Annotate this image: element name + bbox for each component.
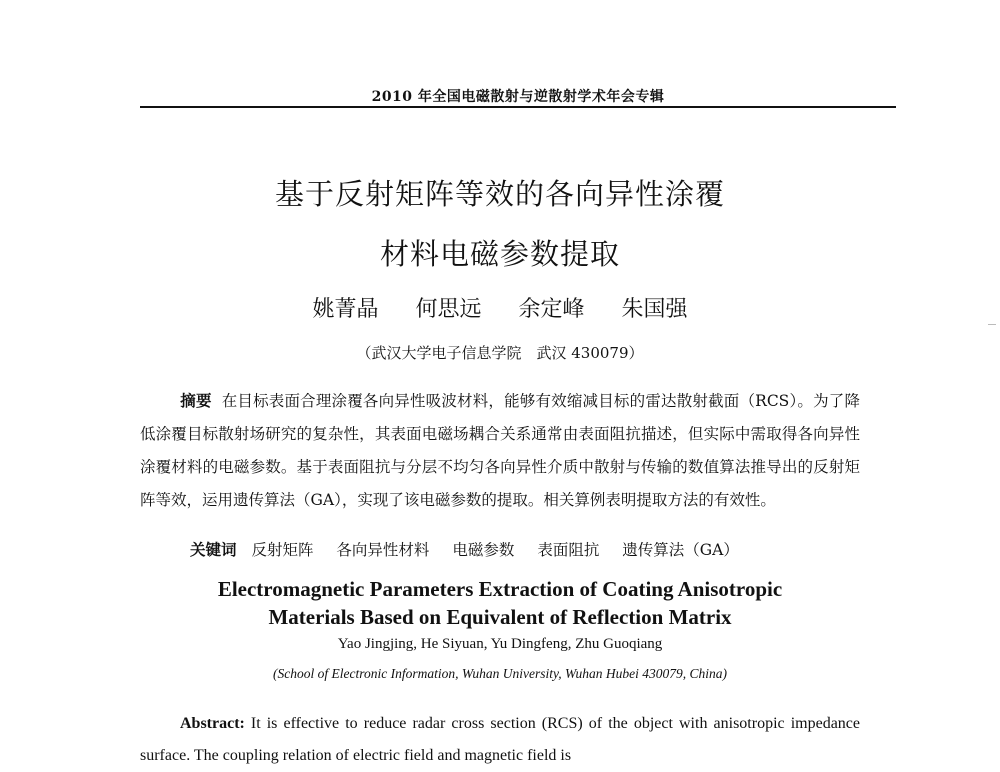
authors-en: Yao Jingjing, He Siyuan, Yu Dingfeng, Zhu Guoqiang [337,636,663,652]
abstract-zh-text: 在目标表面合理涂覆各向异性吸波材料，能够有效缩减目标的雷达散射截面（RCS）。为了降低涂覆目标散射场研究的复杂性，其表面电磁场耦合关系通常由表面阻抗描述，但实际中需取得各向异性涂覆材料的电磁参数。基于表面阻抗与分层不均匀各向异性介质中散射与传输的数值算法推导出的反射矩阵等效，运用遗传算法（GA），实现了该电磁参数的提取。相关算例表明提取方法的有效性。 [140,392,860,509]
header-rule [140,106,896,108]
keyword-zh: 各向异性材料 [336,541,430,559]
affiliation-en: (School of Electronic Information, Wuhan University, Wuhan Hubei 430079, China) [273,666,727,681]
keyword-zh: 电磁参数 [452,541,515,559]
keywords-zh [190,538,870,560]
abstract-en-label: Abstract: [180,715,245,732]
abstract-en [140,708,860,772]
title-en-line1: Electromagnetic Parameters Extraction of Coating Anisotropic [217,577,783,601]
abstract-zh-label: 摘要 [180,391,212,410]
title-zh-line2: 材料电磁参数提取 [379,237,620,271]
author-zh: 余定峰 [518,297,585,322]
authors-zh [0,292,1000,323]
author-zh: 朱国强 [621,297,688,322]
abstract-en-text: It is effective to reduce radar cross section (RCS) of the object with anisotropic impedance surface. The coupling relation of electric field and magnetic field is [140,715,860,764]
keyword-zh: 表面阻抗 [537,541,600,559]
title-en-line2: Materials Based on Equivalent of Reflection Matrix [268,605,732,629]
affiliation-zh: （武汉大学电子信息学院 武汉 430079） [356,344,644,362]
author-zh: 何思远 [415,297,482,322]
abstract-zh [140,384,860,517]
author-zh: 姚菁晶 [312,297,379,322]
keyword-zh: 反射矩阵 [251,541,314,559]
running-header: 2010 年全国电磁散射与逆散射学术年会专辑 [371,89,665,105]
keyword-zh: 遗传算法（GA） [622,541,739,559]
edge-mark [988,324,996,325]
keywords-zh-label: 关键词 [190,540,237,559]
title-zh-line1: 基于反射矩阵等效的各向异性涂覆 [274,177,725,211]
